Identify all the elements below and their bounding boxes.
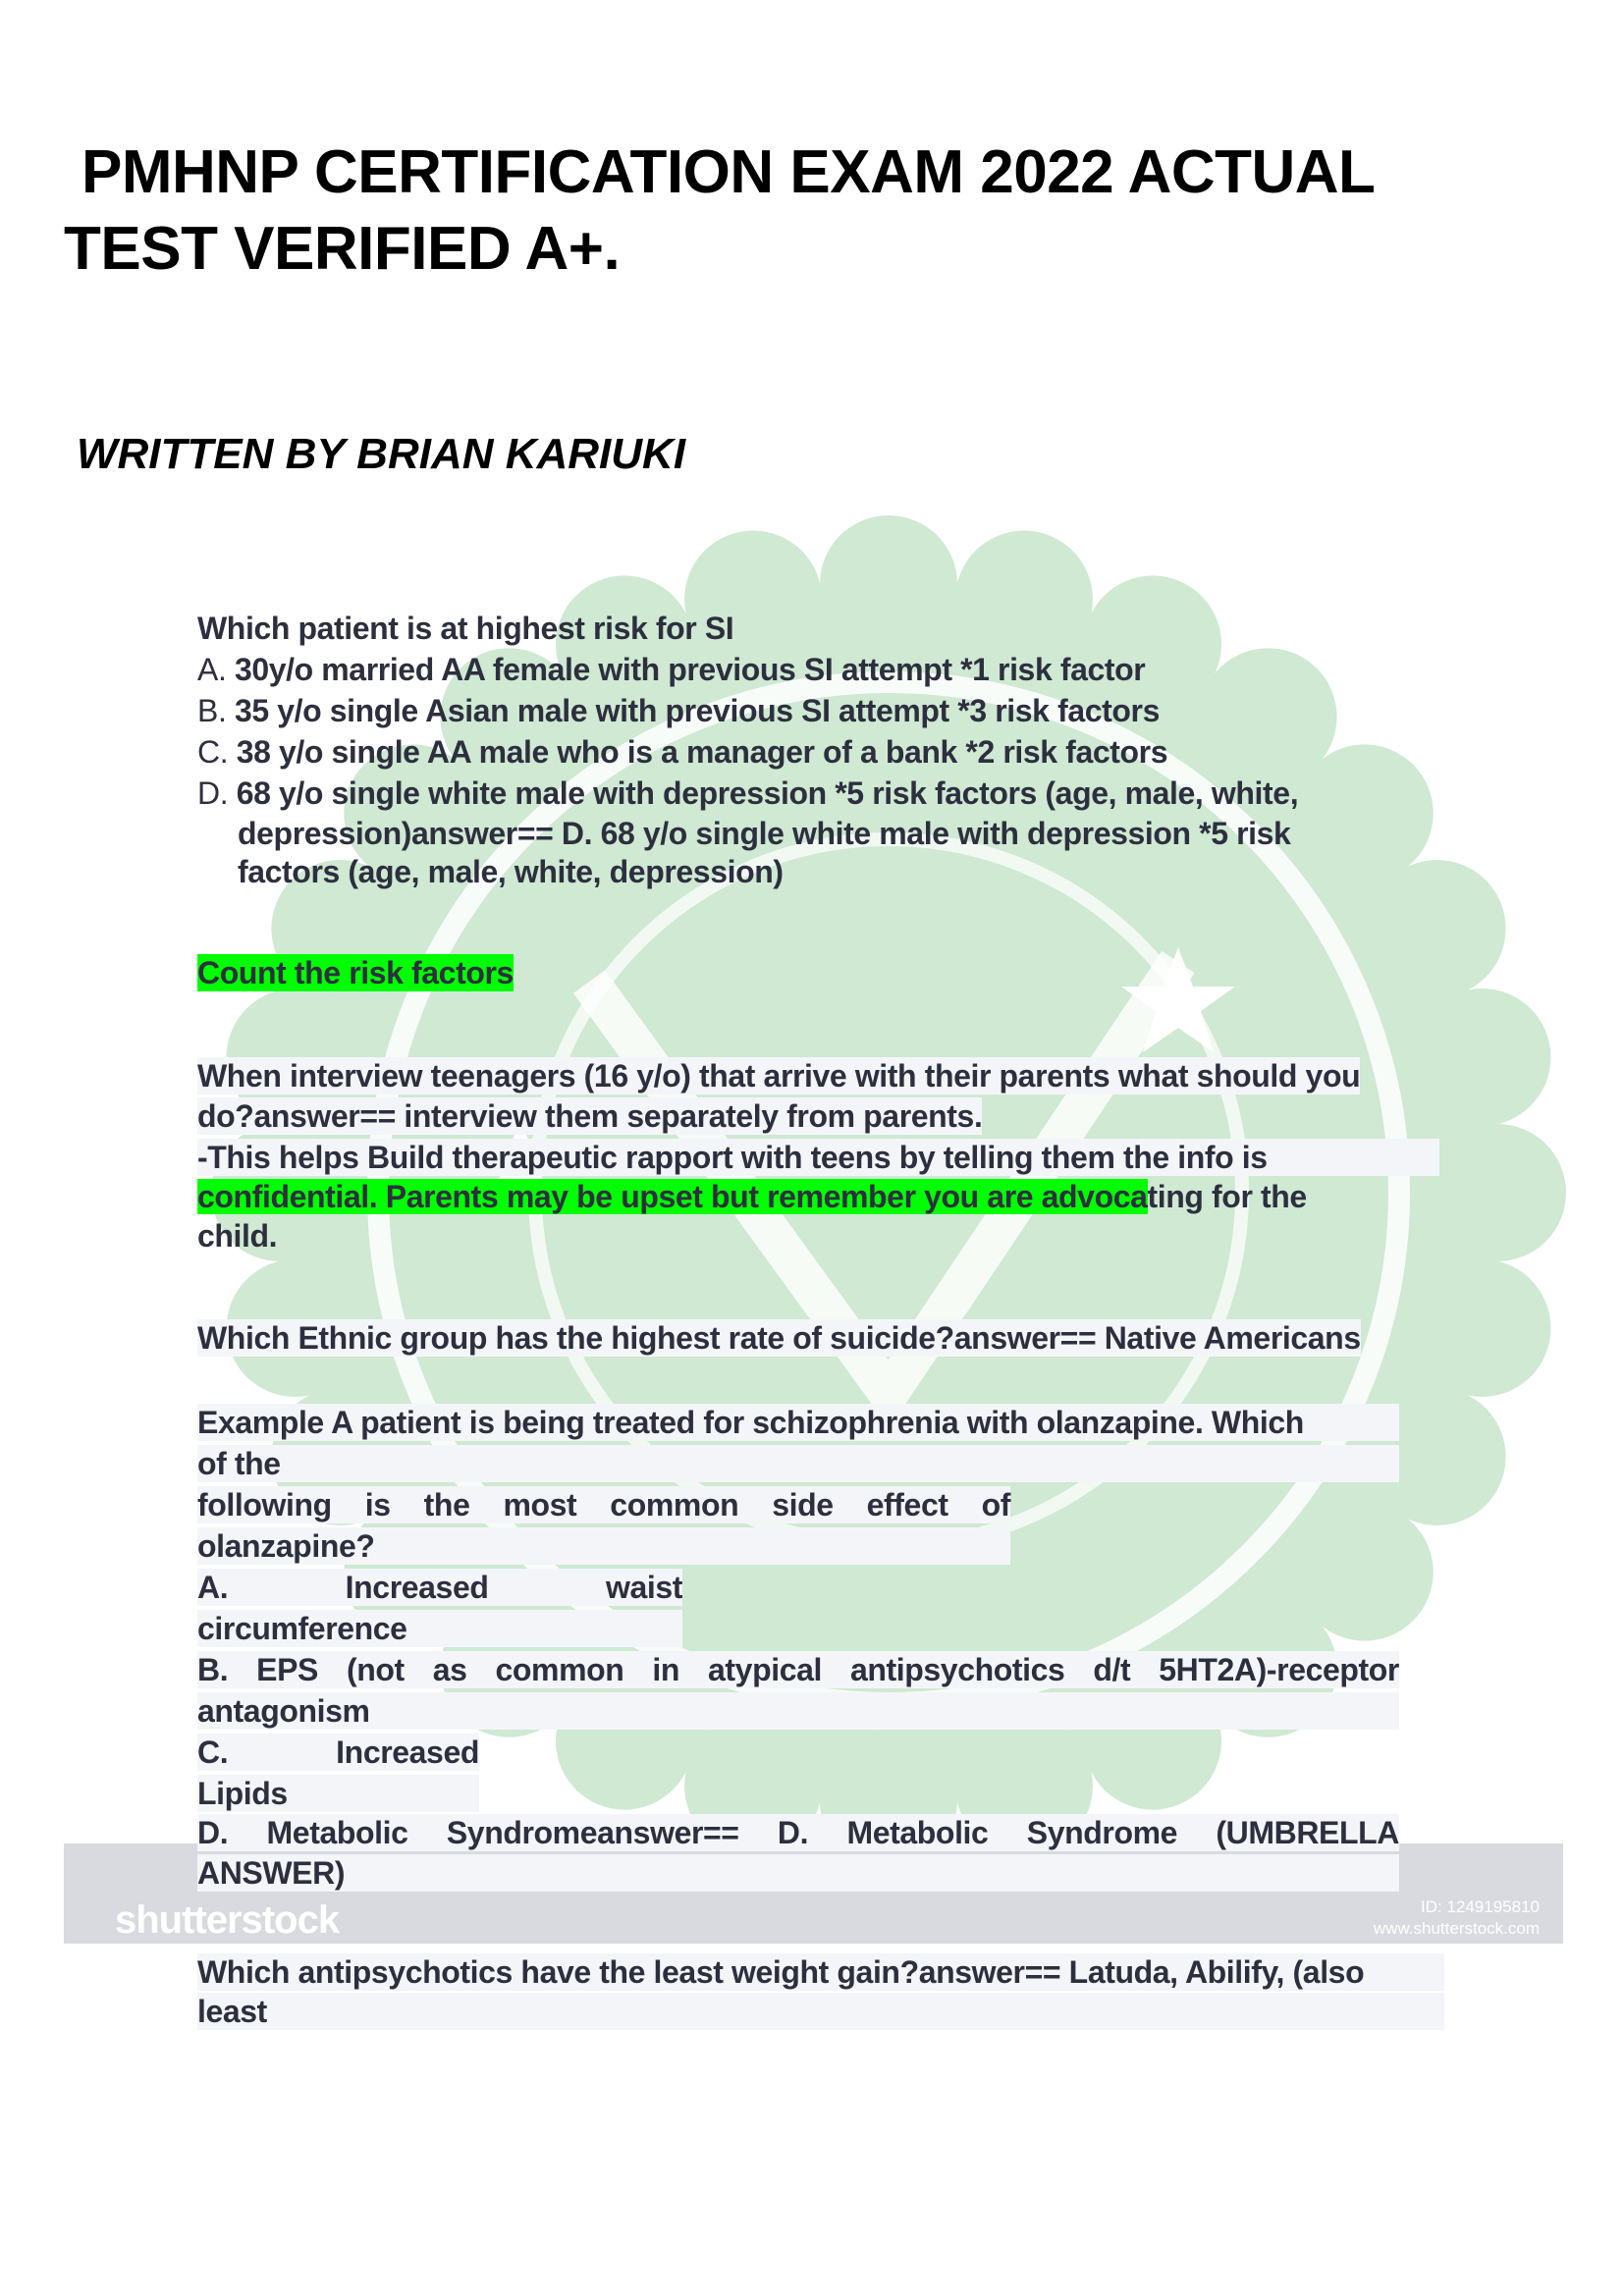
answer-option [197, 692, 1160, 729]
option-label: C. [197, 734, 229, 770]
seal-scallop [1413, 1259, 1550, 1397]
seal-scallop [1413, 988, 1550, 1126]
answer-option: C. Increased [197, 1735, 479, 1770]
explanation-text: -This helps Build therapeutic rapport with teens by telling them the info is [197, 1139, 1439, 1176]
answer-option: Lipids [197, 1775, 479, 1812]
option-text: 35 y/o single Asian male with previous SI attempt *3 risk factors [234, 693, 1160, 728]
option-label: A. [197, 652, 227, 687]
option-text: 68 y/o single white male with depression *5 risk factors (age, male, white, [236, 775, 1299, 811]
seal-scallop [820, 515, 957, 653]
question-text: Which patient is at highest risk for SI [197, 611, 734, 646]
answer-option: D. Metabolic Syndromeanswer== D. Metabolic Syndrome (UMBRELLA [197, 1815, 1399, 1850]
explanation-text: child. [197, 1218, 278, 1254]
seal-scallop [684, 531, 822, 668]
question-text: Which antipsychotics have the least weight gain?answer== Latuda, Abilify, (also [197, 1953, 1444, 1991]
question-text: When interview teenagers (16 y/o) that arrive with their parents what should you [197, 1058, 1361, 1094]
option-label: B. [197, 693, 227, 728]
option-text: 30y/o married AA female with previous SI attempt *1 risk factor [234, 652, 1146, 687]
seal-scallop [955, 531, 1093, 668]
seal-scallop [1369, 860, 1506, 997]
option-text: 38 y/o single AA male who is a manager of a bank *2 risk factors [236, 734, 1168, 770]
seal-scallop [1296, 744, 1434, 881]
highlighted-text: confidential. Parents may be upset but remember you are advoca [197, 1179, 1148, 1214]
answer-option [197, 774, 1298, 812]
answer-option: circumference [197, 1610, 682, 1647]
answer-option: antagonism [197, 1692, 1399, 1730]
explanation-text [197, 1178, 1307, 1215]
option-label: D. [197, 775, 229, 811]
answer-option: B. EPS (not as common in atypical antipsychotics d/t 5HT2A)-receptor [197, 1652, 1399, 1687]
question-text: Which Ethnic group has the highest rate of suicide?answer== Native Americans [197, 1320, 1361, 1356]
question-text: of the [197, 1445, 1399, 1482]
explanation-text-rest: ting for the [1147, 1179, 1307, 1214]
author-line: WRITTEN BY BRIAN KARIUKI [77, 430, 686, 478]
question-text: following is the most common side effect of [197, 1487, 1010, 1522]
shutterstock-logo: shutterstock [115, 1898, 340, 1942]
document-title-line-2: TEST VERIFIED A+. [64, 215, 621, 283]
answer-option: A. Increased waist [197, 1570, 682, 1605]
answer-option [197, 651, 1145, 688]
document-title-line-1: PMHNP CERTIFICATION EXAM 2022 ACTUAL [81, 138, 1376, 206]
question-text: olanzapine? [197, 1527, 1010, 1565]
answer-text: depression)answer== D. 68 y/o single white male with depression *5 risk [238, 816, 1291, 851]
answer-text: least [197, 1993, 1444, 2030]
watermark-url: www.shutterstock.com [1373, 1919, 1540, 1938]
answer-text: do?answer== interview them separately from parents. [197, 1098, 983, 1134]
image-id: ID: 1249195810 [1421, 1897, 1540, 1916]
highlighted-note: Count the risk factors [197, 955, 514, 990]
answer-text: factors (age, male, white, depression) [238, 854, 784, 889]
answer-text: ANSWER) [197, 1854, 1399, 1892]
seal-scallop [1429, 1124, 1566, 1261]
answer-option [197, 733, 1167, 771]
question-text: Example A patient is being treated for schizophrenia with olanzapine. Which [197, 1404, 1399, 1441]
